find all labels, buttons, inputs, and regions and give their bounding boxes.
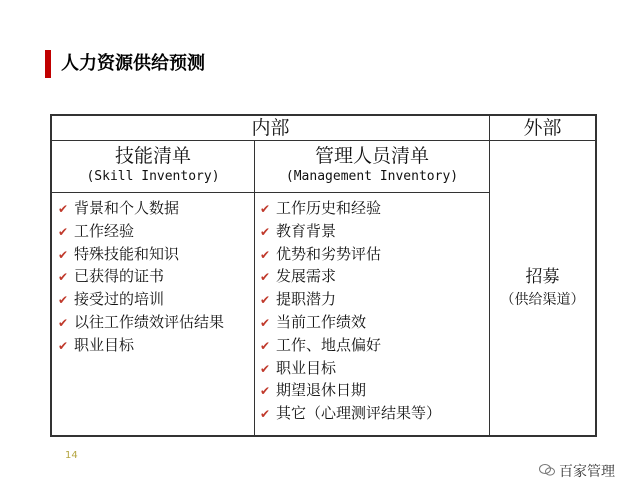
management-inventory-subtitle: (Management Inventory) <box>285 169 459 184</box>
check-icon: ✔ <box>260 247 271 262</box>
list-item: ✔ 教育背景 <box>260 220 488 243</box>
skill-inventory-list-cell <box>58 197 254 357</box>
check-icon: ✔ <box>58 247 69 262</box>
list-item: ✔ 以往工作绩效评估结果 <box>58 311 254 334</box>
management-inventory-title: 管理人员清单 <box>314 145 429 167</box>
external-cell <box>490 141 595 435</box>
internal-header: 内部 <box>251 117 290 139</box>
slide <box>5 5 635 486</box>
list-item: ✔ 优势和劣势评估 <box>260 243 488 266</box>
page-number: 14 <box>65 450 78 461</box>
recruitment-title: 招募 <box>525 267 560 287</box>
skill-inventory-title: 技能清单 <box>114 145 191 167</box>
slide-title: 人力资源供给预测 <box>61 53 205 74</box>
supply-forecast-table <box>50 114 597 437</box>
management-inventory-list <box>260 197 488 425</box>
check-icon: ✔ <box>58 338 69 353</box>
check-icon: ✔ <box>260 407 271 422</box>
check-icon: ✔ <box>58 270 69 285</box>
check-icon: ✔ <box>58 293 69 308</box>
list-item: ✔ 工作历史和经验 <box>260 197 488 220</box>
list-item: ✔ 接受过的培训 <box>58 288 254 311</box>
management-inventory-header <box>255 141 489 192</box>
list-item: ✔ 职业目标 <box>58 334 254 357</box>
check-icon: ✔ <box>260 338 271 353</box>
check-icon: ✔ <box>260 361 271 376</box>
check-icon: ✔ <box>58 224 69 239</box>
external-header: 外部 <box>523 117 562 139</box>
list-item: ✔ 特殊技能和知识 <box>58 243 254 266</box>
list-item: ✔ 工作、地点偏好 <box>260 334 488 357</box>
wechat-icon <box>539 464 555 480</box>
list-item: ✔ 已获得的证书 <box>58 265 254 288</box>
subheader-divider <box>52 192 489 193</box>
check-icon: ✔ <box>58 202 69 216</box>
check-icon: ✔ <box>260 293 271 308</box>
check-icon: ✔ <box>260 224 271 239</box>
check-icon: ✔ <box>260 202 271 216</box>
list-item: ✔ 当前工作绩效 <box>260 311 488 334</box>
watermark <box>539 461 615 481</box>
list-item: ✔ 其它（心理测评结果等） <box>260 402 488 425</box>
list-item: ✔ 背景和个人数据 <box>58 197 254 220</box>
list-item: ✔ 职业目标 <box>260 357 488 380</box>
list-item: ✔ 工作经验 <box>58 220 254 243</box>
skill-inventory-subtitle: (Skill Inventory) <box>86 169 220 184</box>
list-item: ✔ 发展需求 <box>260 265 488 288</box>
check-icon: ✔ <box>260 315 271 330</box>
list-item: ✔ 期望退休日期 <box>260 379 488 402</box>
title-accent-bar <box>45 50 51 78</box>
skill-inventory-list <box>58 197 254 357</box>
check-icon: ✔ <box>260 384 271 399</box>
recruitment-subtitle: （供给渠道） <box>500 292 585 308</box>
check-icon: ✔ <box>260 270 271 285</box>
skill-inventory-header <box>52 141 254 192</box>
management-inventory-list-cell <box>260 197 488 425</box>
watermark-text: 百家管理 <box>559 464 615 480</box>
check-icon: ✔ <box>58 315 69 330</box>
list-item: ✔ 提职潜力 <box>260 288 488 311</box>
